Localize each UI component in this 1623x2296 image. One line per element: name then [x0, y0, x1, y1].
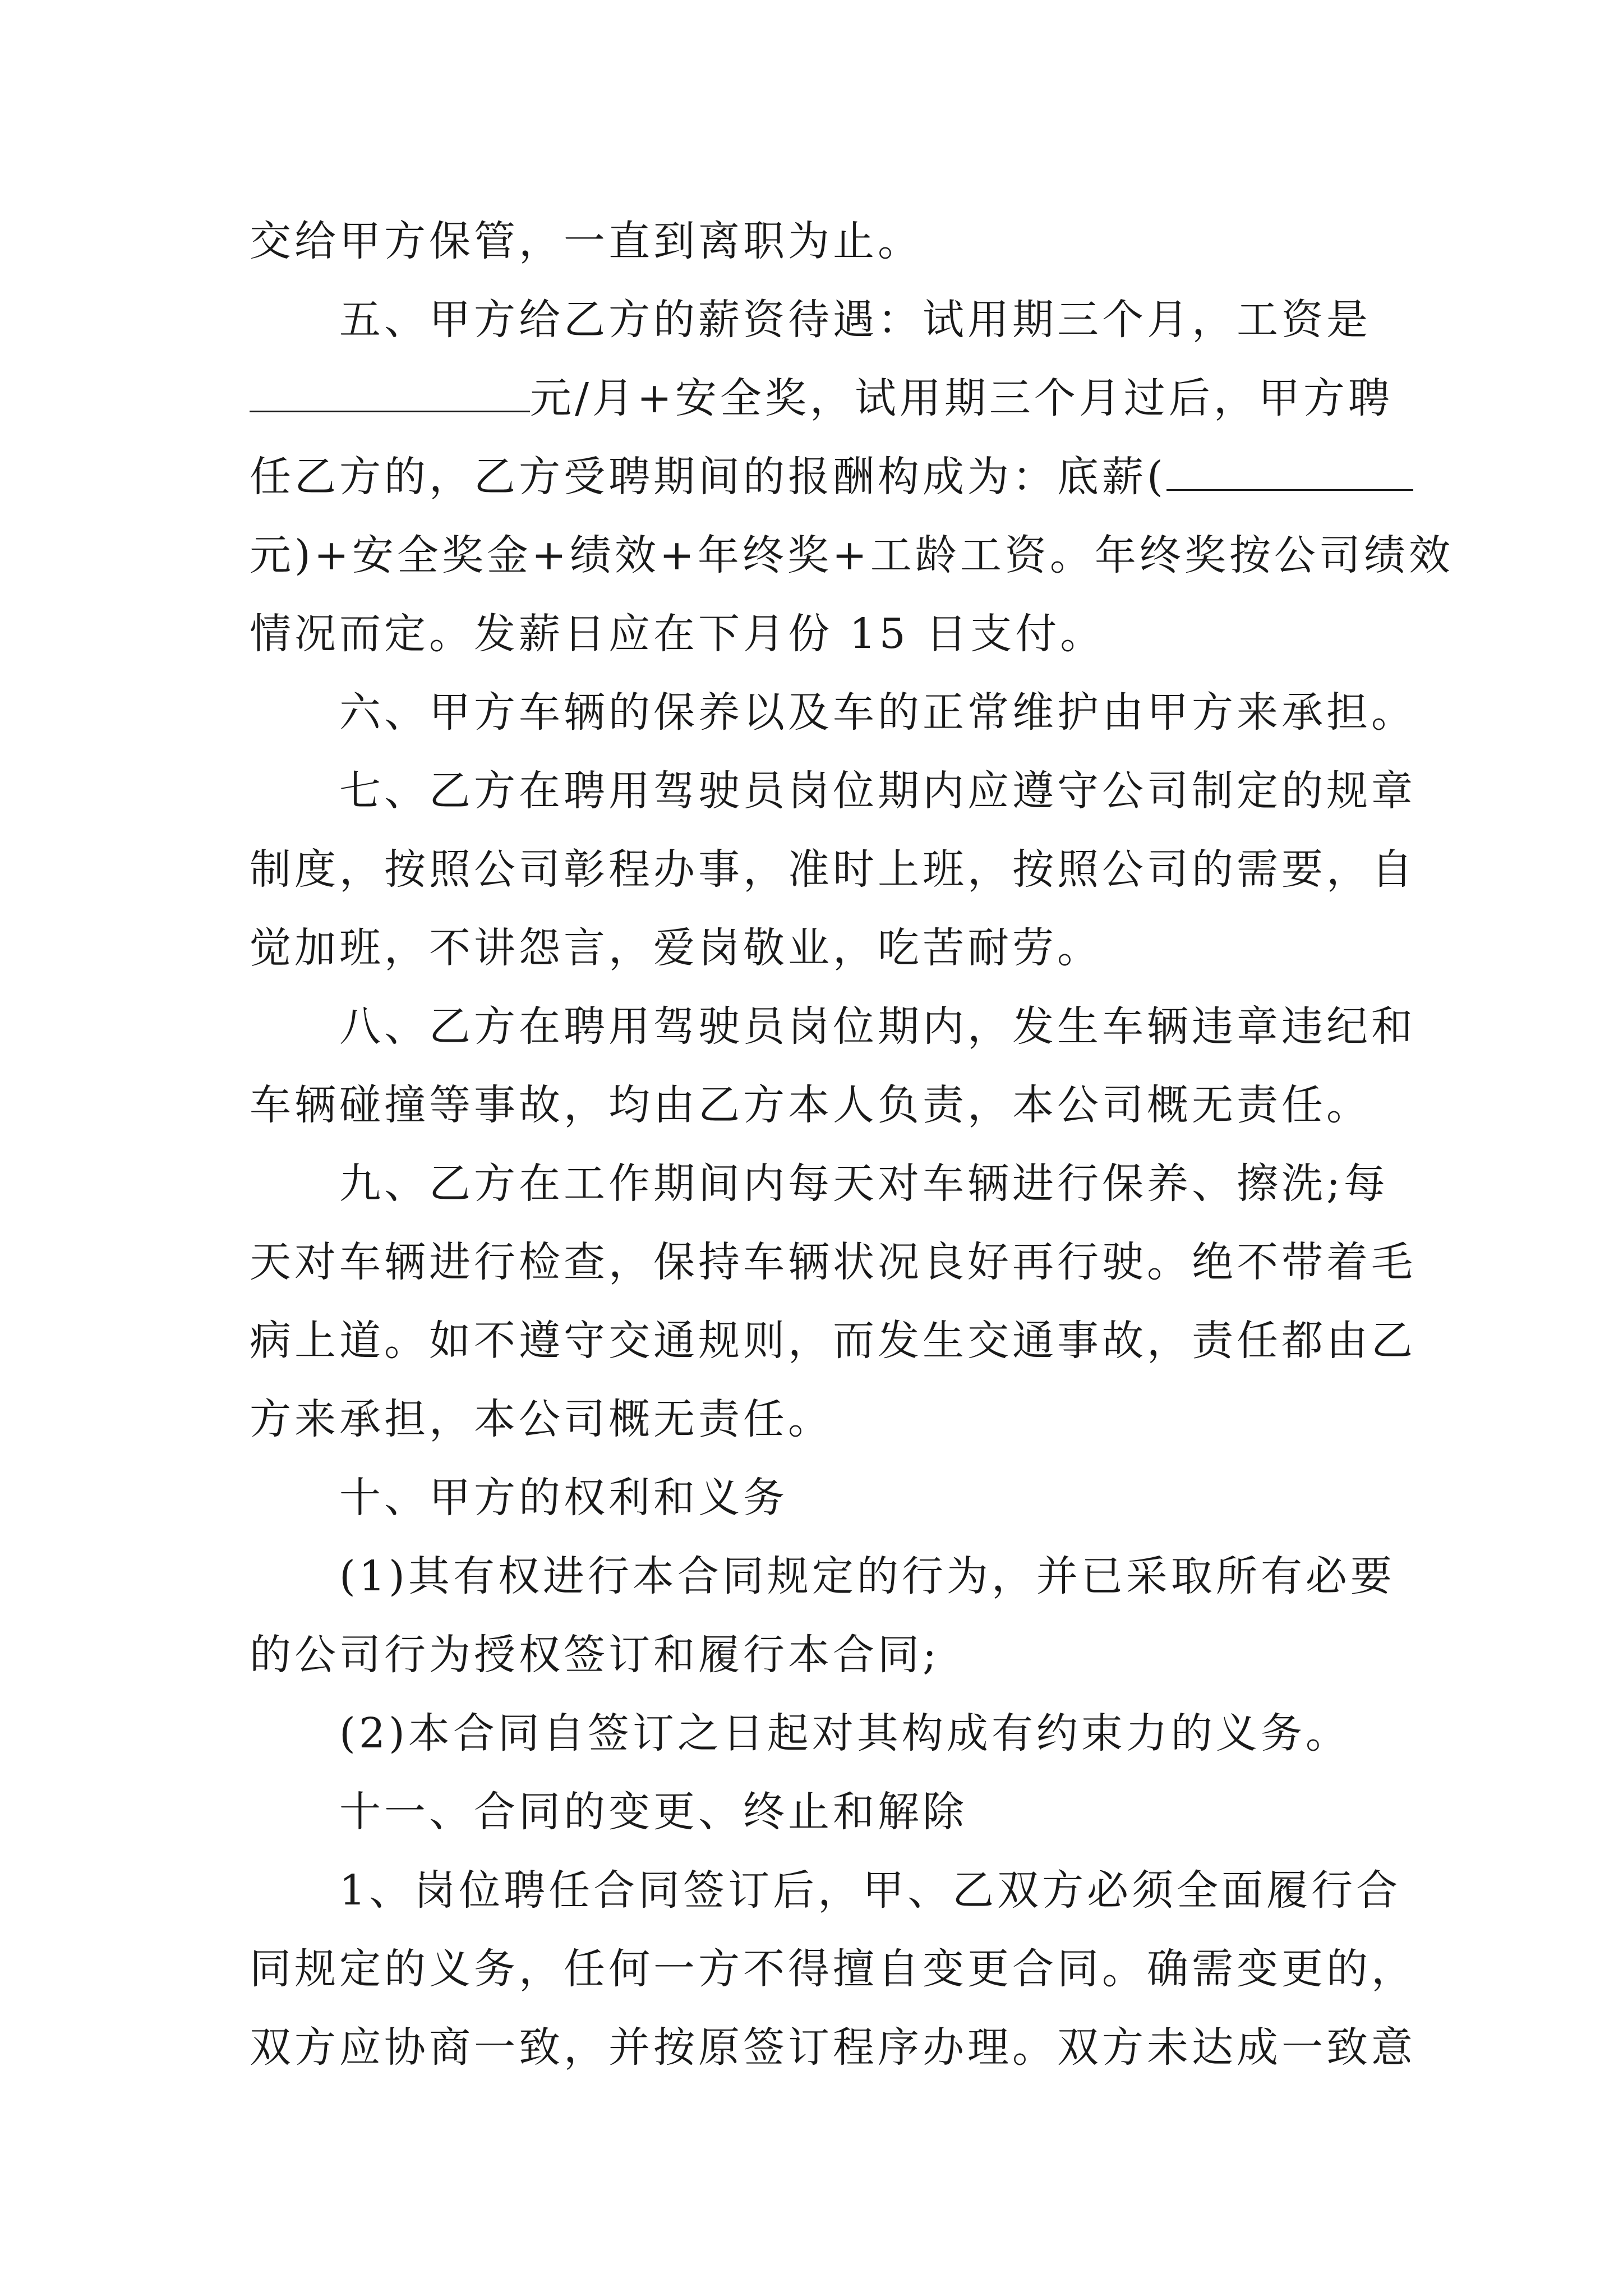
text-line-base-pay: [250, 438, 1382, 516]
text-line: 的公司行为授权签订和履行本合同;: [250, 1631, 940, 1679]
text-line: 天对车辆进行检查，保持车辆状况良好再行驶。绝不带着毛: [250, 1238, 1416, 1286]
section-heading-rights: 十、甲方的权利和义务: [339, 1474, 788, 1522]
text-line: 觉加班，不讲怨言，爱岗敬业，吃苦耐劳。: [250, 924, 1102, 972]
contract-text: [250, 202, 1454, 2087]
text-line-item-1: (1)其有权进行本合同规定的行为，并已采取所有必要: [339, 1552, 1395, 1600]
text-line-clause-11-1: 1、岗位聘任合同签订后，甲、乙双方必须全面履行合: [339, 1866, 1401, 1915]
text-line-salary-heading: 五、甲方给乙方的薪资待遇：试用期三个月，工资是: [339, 296, 1371, 344]
base-pay-blank-field: [1166, 443, 1413, 491]
text-line: 交给甲方保管，一直到离职为止。: [250, 217, 923, 265]
text-line-content: 任乙方的，乙方受聘期间的报酬构成为：底薪(: [250, 453, 1166, 501]
text-line: 制度，按照公司彰程办事，准时上班，按照公司的需要，自: [250, 845, 1416, 894]
text-line: 病上道。如不遵守交通规则，而发生交通事故，责任都由乙: [250, 1317, 1416, 1365]
text-line-clause-8: 八、乙方在聘用驾驶员岗位期内，发生车辆违章违纪和: [339, 1002, 1416, 1051]
text-line-content: 元/月+安全奖，试用期三个月过后，甲方聘: [530, 374, 1393, 422]
text-line-item-2: (2)本合同自签订之日起对其构成有约束力的义务。: [339, 1709, 1350, 1757]
text-line-clause-6: 六、甲方车辆的保养以及车的正常维护由甲方来承担。: [339, 688, 1416, 737]
text-line: 同规定的义务，任何一方不得擅自变更合同。确需变更的，: [250, 1945, 1416, 1993]
text-line-clause-7: 七、乙方在聘用驾驶员岗位期内应遵守公司制定的规章: [339, 767, 1416, 815]
text-line-salary-amount: [250, 359, 1393, 438]
text-line: 情况而定。发薪日应在下月份 15 日支付。: [250, 610, 1105, 658]
text-line: 元)+安全奖金+绩效+年终奖+工龄工资。年终奖按公司绩效: [250, 531, 1454, 579]
text-line: 车辆碰撞等事故，均由乙方本人负责，本公司概无责任。: [250, 1081, 1371, 1129]
text-line-clause-9: 九、乙方在工作期间内每天对车辆进行保养、擦洗;每: [339, 1159, 1389, 1208]
text-line: 方来承担，本公司概无责任。: [250, 1395, 833, 1443]
section-heading-changes: 十一、合同的变更、终止和解除: [339, 1788, 967, 1836]
salary-blank-field: [250, 365, 530, 412]
text-line: 双方应协商一致，并按原签订程序办理。双方未达成一致意: [250, 2023, 1416, 2072]
